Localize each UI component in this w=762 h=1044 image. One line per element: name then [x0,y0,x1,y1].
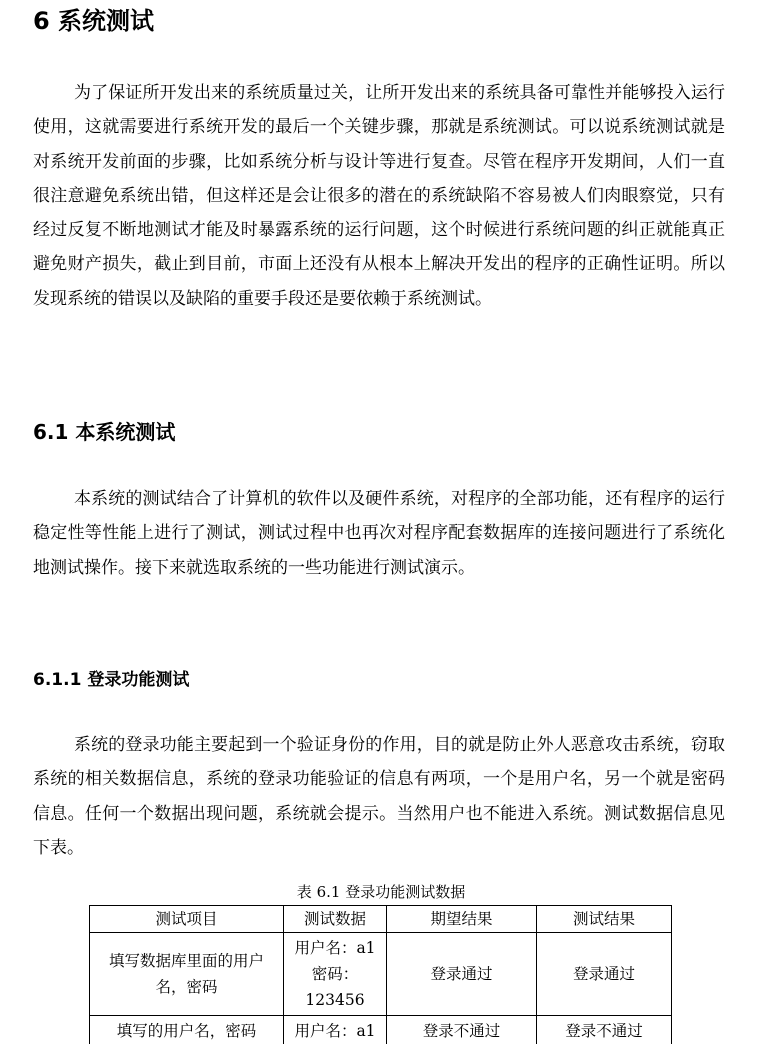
cell-test-item-text: 填写数据库里面的用户名，密码 [108,952,264,996]
cell-test-result: 登录通过 [537,933,672,1016]
table-row [90,933,672,1016]
cell-test-result: 登录不通过 [537,1016,672,1044]
cell-test-data [284,1016,387,1044]
cell-password-label: 密码： [311,965,359,983]
table-header-row [90,906,672,933]
subsection-paragraph: 本系统的测试结合了计算机的软件以及硬件系统，对程序的全部功能，还有程序的运行稳定性等性能上进行了测试，测试过程中也再次对程序配套数据库的连接问题进行了系统化地测试操作。接下来就选取系统的一些功能进行测试演示。 [33,489,725,578]
header-test-item: 测试项目 [90,906,284,933]
section-heading: 6 系统测试 [33,7,155,35]
subsubsection-heading: 6.1.1 登录功能测试 [33,670,190,690]
cell-expected-result: 登录不通过 [387,1016,537,1044]
cell-test-data [284,933,387,1016]
table-row [90,1016,672,1044]
cell-username-line: 用户名：a1 [294,939,376,957]
login-test-table [89,905,672,1044]
cell-password-value: 123456 [305,991,365,1009]
table-caption: 表 6.1 登录功能测试数据 [296,883,466,901]
header-test-data: 测试数据 [284,906,387,933]
intro-paragraph: 为了保证所开发出来的系统质量过关，让所开发出来的系统具备可靠性并能够投入运行使用，这就需要进行系统开发的最后一个关键步骤，那就是系统测试。可以说系统测试就是对系统开发前面的步骤，比如系统分析与设计等进行复查。尽管在程序开发期间，人们一直很注意避免系统出错，但这样还是会让很多的潜在的系统缺陷不容易被人们肉眼察觉，只有经过反复不断地测试才能及时暴露系统的运行问题，这个时候进行系统问题的纠正就能真正避免财产损失，截止到目前，市面上还没有从根本上解决开发出的程序的正确性证明。所以发现系统的错误以及缺陷的重要手段还是要依赖于系统测试。 [33,83,725,309]
cell-test-item [90,933,284,1016]
subsection-heading: 6.1 本系统测试 [33,420,176,444]
header-test-result: 测试结果 [537,906,672,933]
cell-test-item-text: 填写的用户名，密码 [116,1022,257,1040]
cell-expected-result: 登录通过 [387,933,537,1016]
cell-test-item [90,1016,284,1044]
cell-username-line: 用户名：a1 [294,1022,376,1040]
header-expected-result: 期望结果 [387,906,537,933]
login-test-paragraph: 系统的登录功能主要起到一个验证身份的作用，目的就是防止外人恶意攻击系统，窃取系统的相关数据信息，系统的登录功能验证的信息有两项，一个是用户名，另一个就是密码信息。任何一个数据出现问题，系统就会提示。当然用户也不能进入系统。测试数据信息见下表。 [33,735,725,858]
